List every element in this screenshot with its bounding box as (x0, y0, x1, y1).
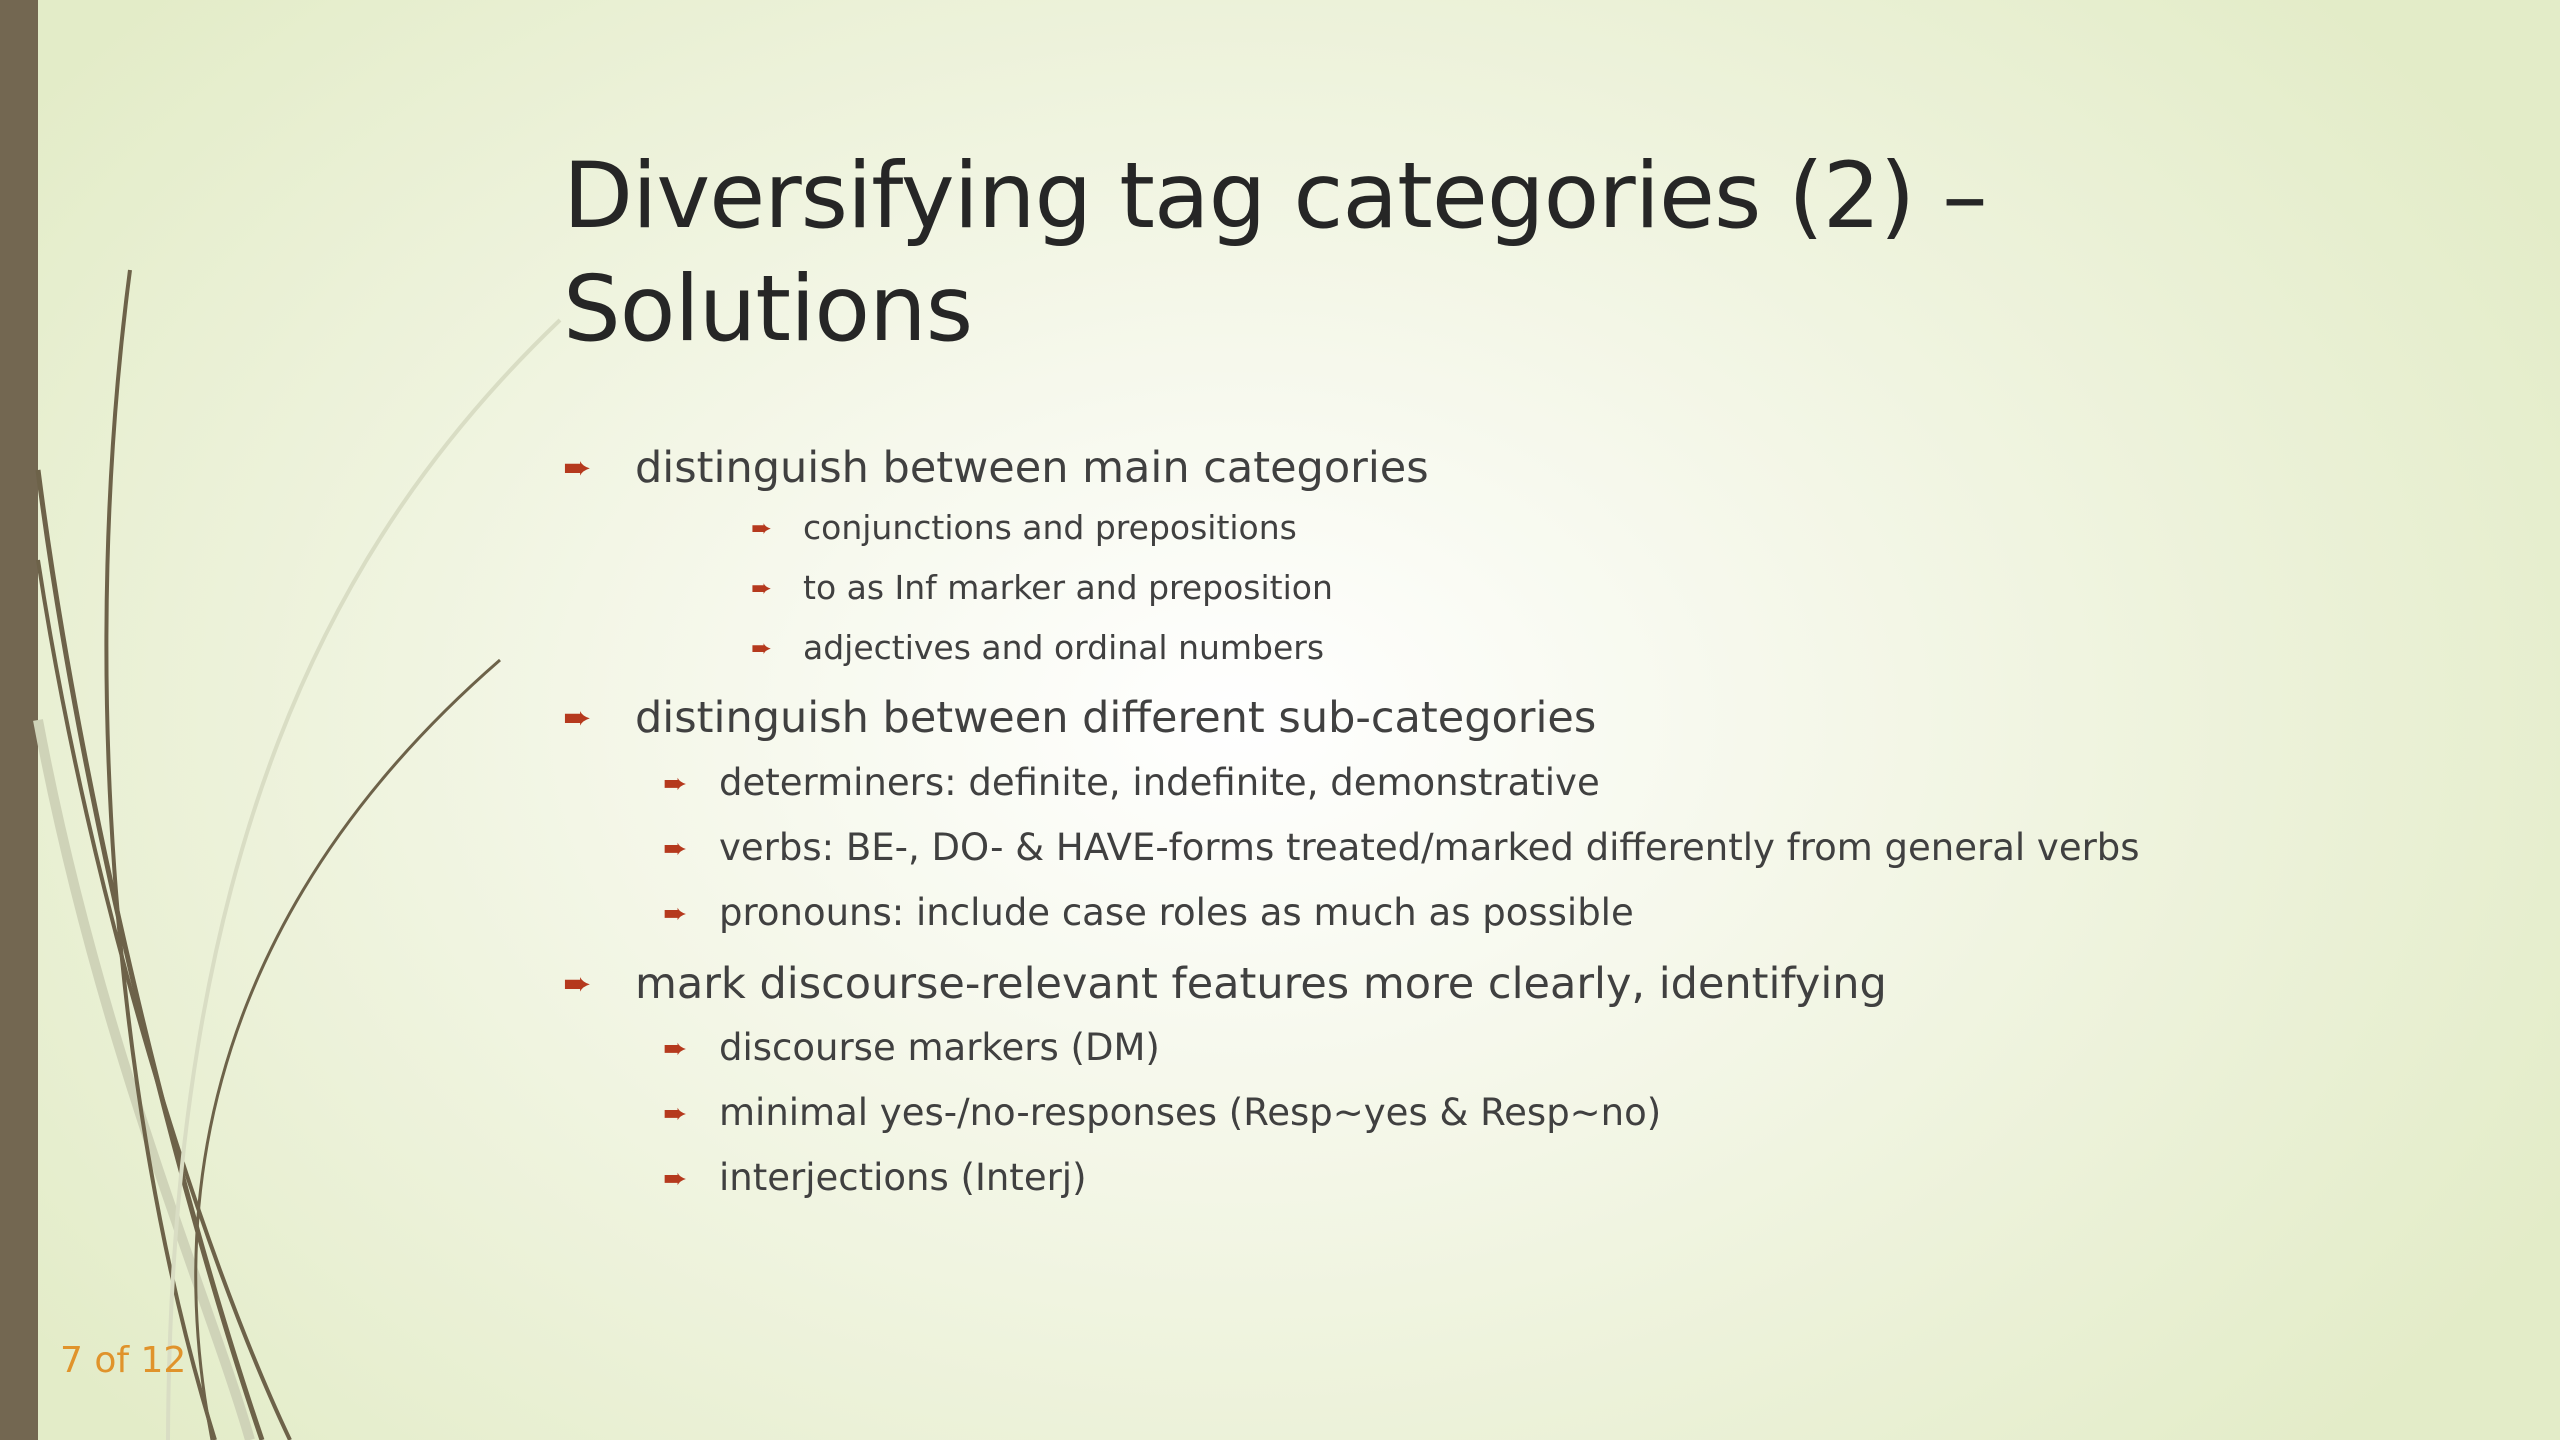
slide-title-line-2: Solutions (563, 257, 973, 362)
arrow-bullet-icon: ➨ (663, 1095, 688, 1130)
bullet-text: verbs: BE-, DO- & HAVE-forms treated/marked differently from general verbs (719, 826, 2140, 869)
bullet-item-level-2 (663, 1156, 1087, 1199)
bullet-text: discourse markers (DM) (719, 1026, 1160, 1069)
bullet-item-level-2 (663, 761, 1600, 804)
bullet-item-level-1 (563, 959, 1887, 1009)
bullet-text: determiners: definite, indefinite, demonstrative (719, 761, 1600, 804)
decorative-swoosh-lines (0, 0, 600, 1440)
bullet-item-level-1 (563, 693, 1597, 743)
slide-title-line-1: Diversifying tag categories (2) – (563, 144, 1987, 249)
bullet-text: mark discourse-relevant features more clearly, identifying (635, 959, 1887, 1009)
bullet-text: distinguish between main categories (635, 443, 1429, 493)
arrow-bullet-icon: ➨ (663, 765, 688, 800)
bullet-item-level-3 (751, 628, 1325, 667)
bullet-list (563, 0, 2463, 1440)
bullet-item-level-2 (663, 1026, 1160, 1069)
arrow-bullet-icon: ➨ (751, 513, 772, 542)
bullet-item-level-3 (751, 568, 1333, 607)
arrow-bullet-icon: ➨ (563, 448, 592, 488)
bullet-item-level-1 (563, 443, 1429, 493)
bullet-text: distinguish between different sub-categories (635, 693, 1597, 743)
slide-page-number: 7 of 12 (60, 1340, 187, 1381)
arrow-bullet-icon: ➨ (751, 633, 772, 662)
bullet-text: conjunctions and prepositions (803, 508, 1297, 547)
arrow-bullet-icon: ➨ (563, 964, 592, 1004)
bullet-text: pronouns: include case roles as much as possible (719, 891, 1634, 934)
bullet-item-level-2 (663, 826, 2140, 869)
bullet-item-level-2 (663, 1091, 1662, 1134)
bullet-text: to as Inf marker and preposition (803, 568, 1333, 607)
arrow-bullet-icon: ➨ (751, 573, 772, 602)
bullet-text: adjectives and ordinal numbers (803, 628, 1325, 667)
arrow-bullet-icon: ➨ (663, 1160, 688, 1195)
bullet-item-level-2 (663, 891, 1634, 934)
arrow-bullet-icon: ➨ (663, 1030, 688, 1065)
bullet-text: interjections (Interj) (719, 1156, 1087, 1199)
arrow-bullet-icon: ➨ (563, 698, 592, 738)
arrow-bullet-icon: ➨ (663, 830, 688, 865)
bullet-item-level-3 (751, 508, 1297, 547)
arrow-bullet-icon: ➨ (663, 895, 688, 930)
bullet-text: minimal yes-/no-responses (Resp~yes & Resp~no) (719, 1091, 1662, 1134)
